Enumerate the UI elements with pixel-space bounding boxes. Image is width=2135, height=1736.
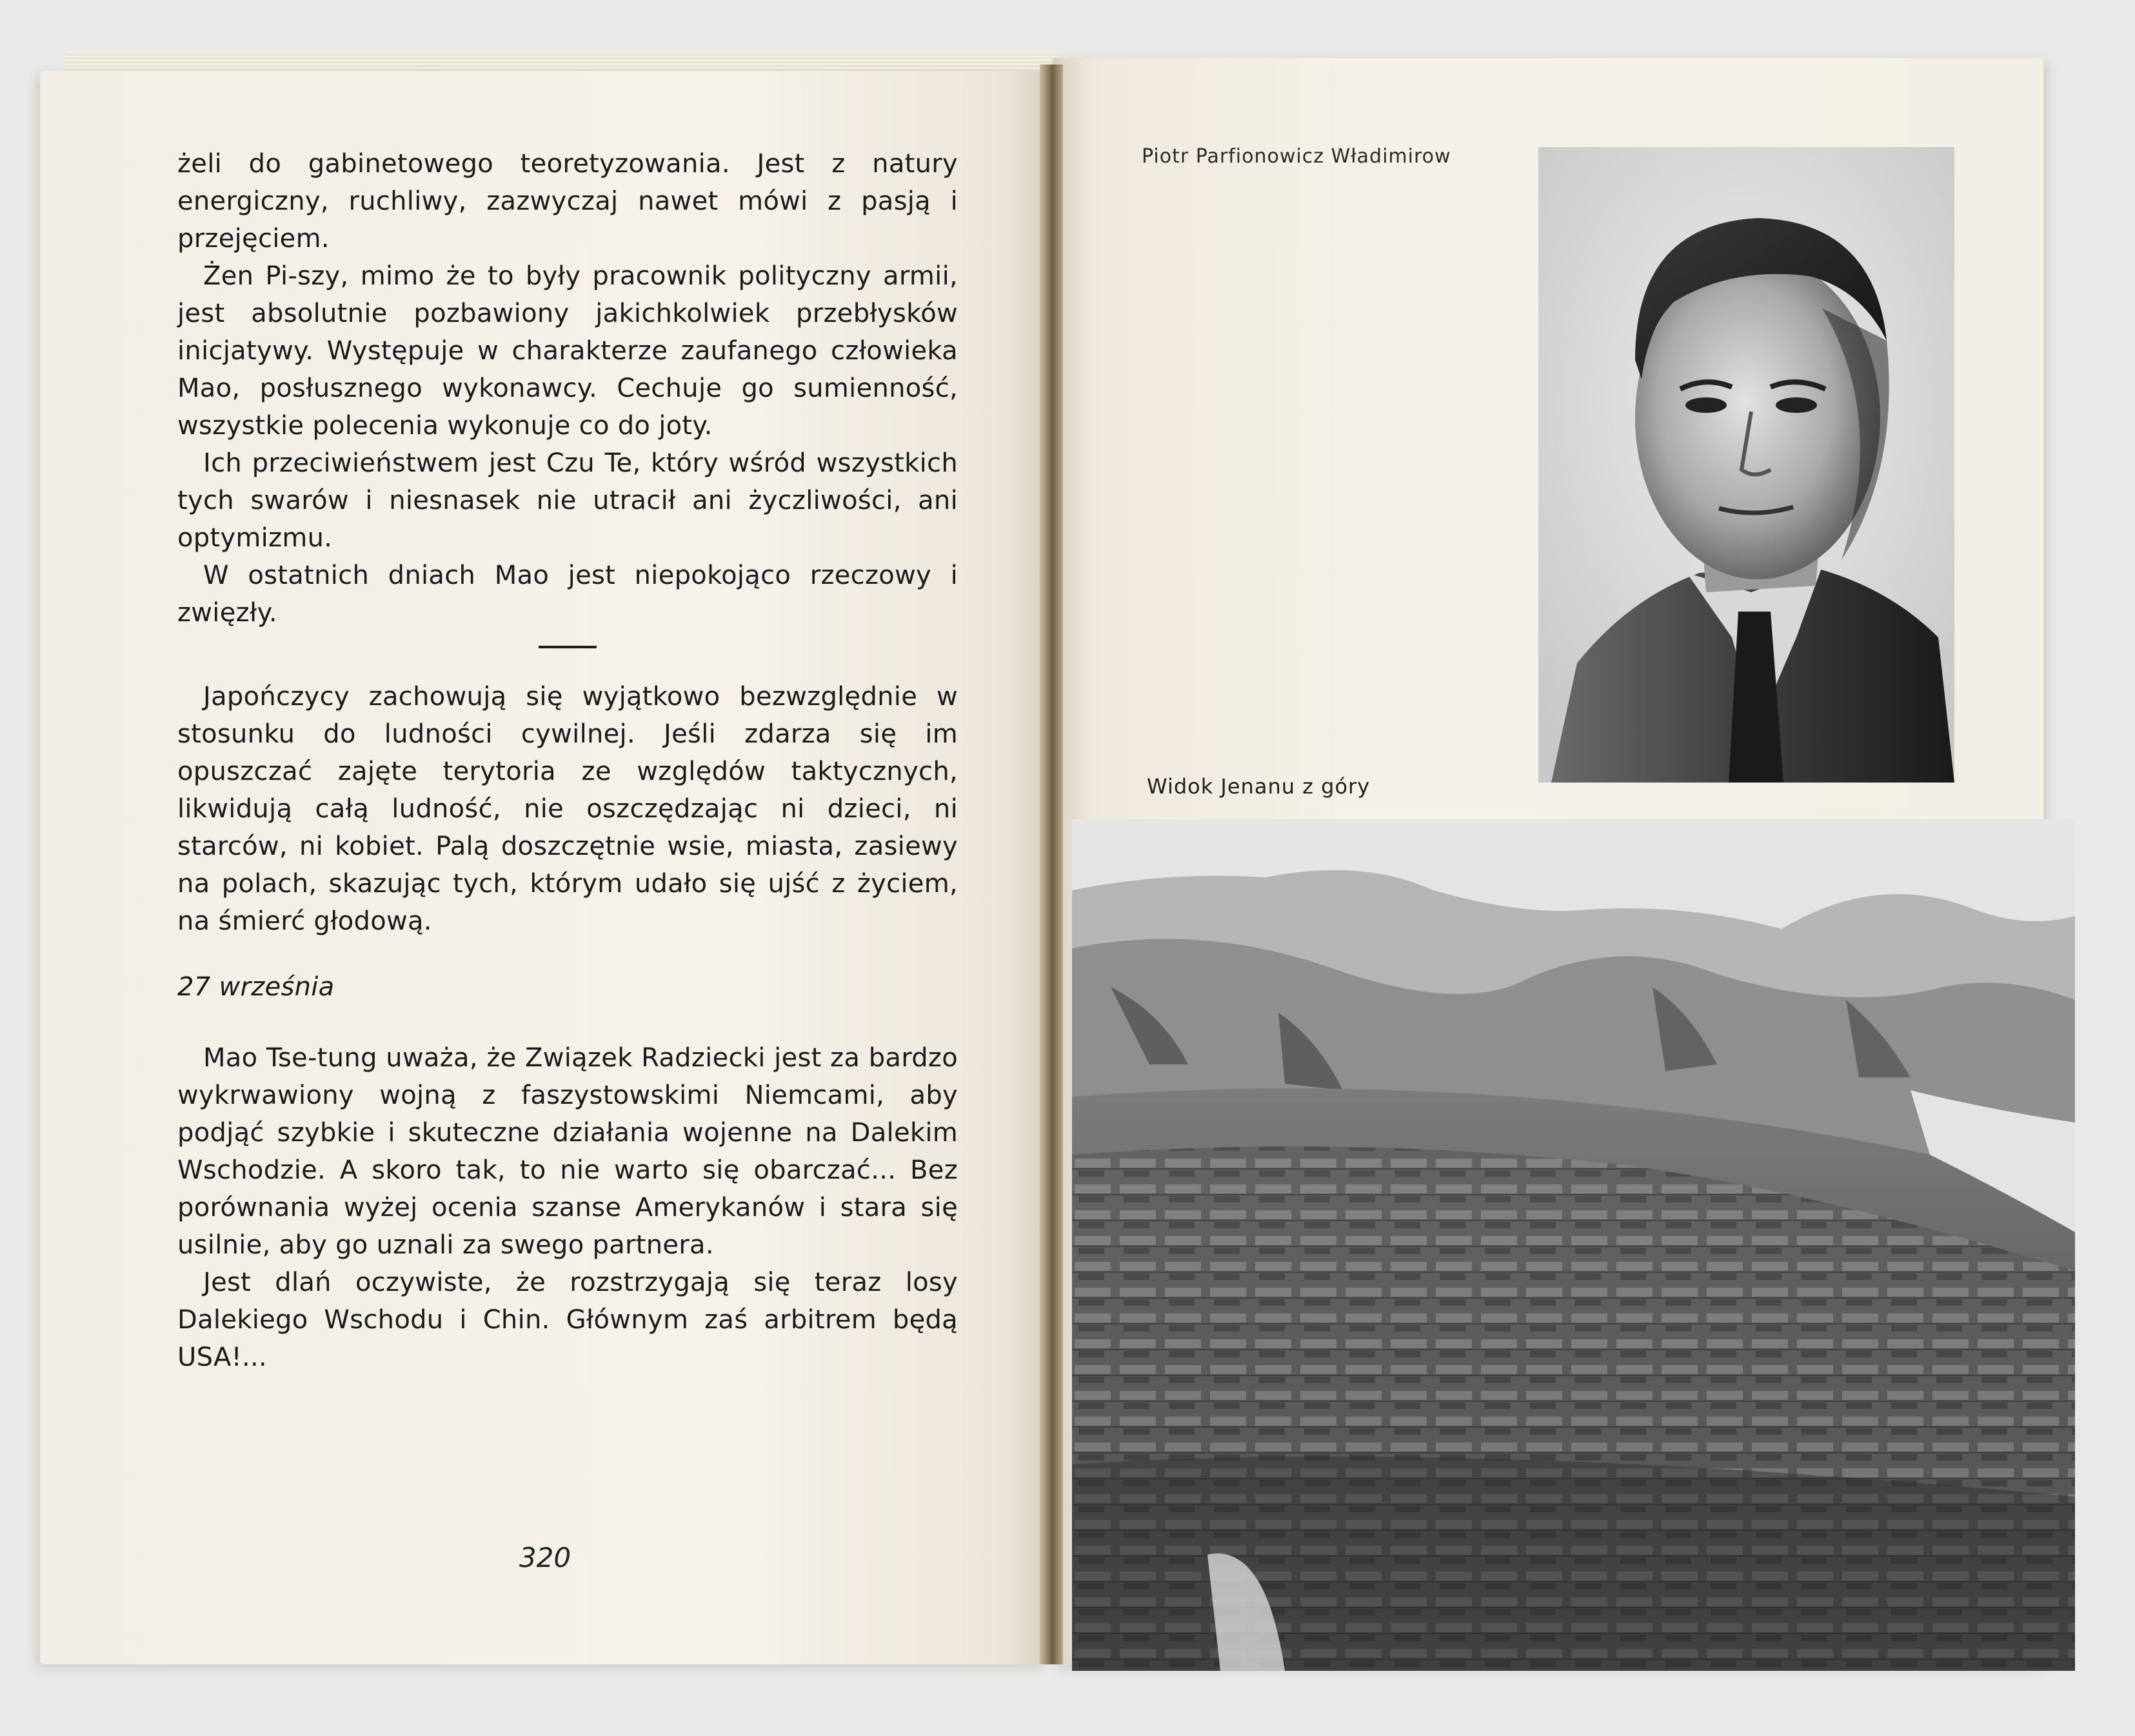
- paragraph-6: Mao Tse-tung uważa, że Związek Radziecki jest za bardzo wykrwawiony wojną z faszystowskimi Niemcami, aby podjąć szybkie i skuteczne działania wojenne na Dalekim Wschodzie. A skoro tak, to nie warto się obarczać... Bez porównania wyżej ocenia szanse Amerykanów i stara się usilnie, aby go uznali za swego partnera.: [177, 1043, 958, 1260]
- left-page-text: [177, 145, 958, 1376]
- date-heading: 27 września: [177, 972, 335, 1002]
- paragraph-7: Jest dlań oczywiste, że rozstrzygają się teraz losy Dalekiego Wschodu i Chin. Głównym zaś arbitrem będą USA!...: [177, 1268, 958, 1372]
- paragraph-5: Japończycy zachowują się wyjątkowo bezwzględnie w stosunku do ludności cywilnej. Jeśli zdarza się im opuszczać zajęte terytoria ze względów taktycznych, likwidują całą ludność, nie oszczędzając ni dzieci, ni starców, ni kobiet. Palą doszczętnie wsie, miasta, zasiewy na polach, skazując tych, którym udało się ujść z życiem, na śmierć głodową.: [177, 682, 958, 936]
- view-caption: Widok Jenanu z góry: [1147, 774, 1371, 799]
- paragraph-2: Żen Pi-szy, mimo że to były pracownik polityczny armii, jest absolutnie pozbawiony jakichkolwiek przebłysków inicjatywy. Występuje w charakterze zaufanego człowieka Mao, posłusznego wykonawcy. Cechuje go sumienność, wszystkie polecenia wykonuje co do joty.: [177, 261, 958, 441]
- portrait-photo: [1538, 147, 1954, 783]
- book-spine: [1040, 65, 1063, 1664]
- paragraph-4: W ostatnich dniach Mao jest niepokojąco rzeczowy i zwięzły.: [177, 561, 958, 628]
- section-separator: [539, 646, 597, 648]
- page-number: 320: [519, 1542, 571, 1573]
- city-view-photo: [1072, 819, 2075, 1671]
- paragraph-3: Ich przeciwieństwem jest Czu Te, który wśród wszystkich tych swarów i niesnasek nie utracił ani życzliwości, ani optymizmu.: [177, 448, 958, 553]
- portrait-caption: Piotr Parfionowicz Władimirow: [1142, 145, 1451, 168]
- paragraph-1: żeli do gabinetowego teoretyzowania. Jest z natury energiczny, ruchliwy, zazwyczaj nawet mówi z pasją i przejęciem.: [177, 149, 958, 254]
- page-edges: [65, 52, 1058, 71]
